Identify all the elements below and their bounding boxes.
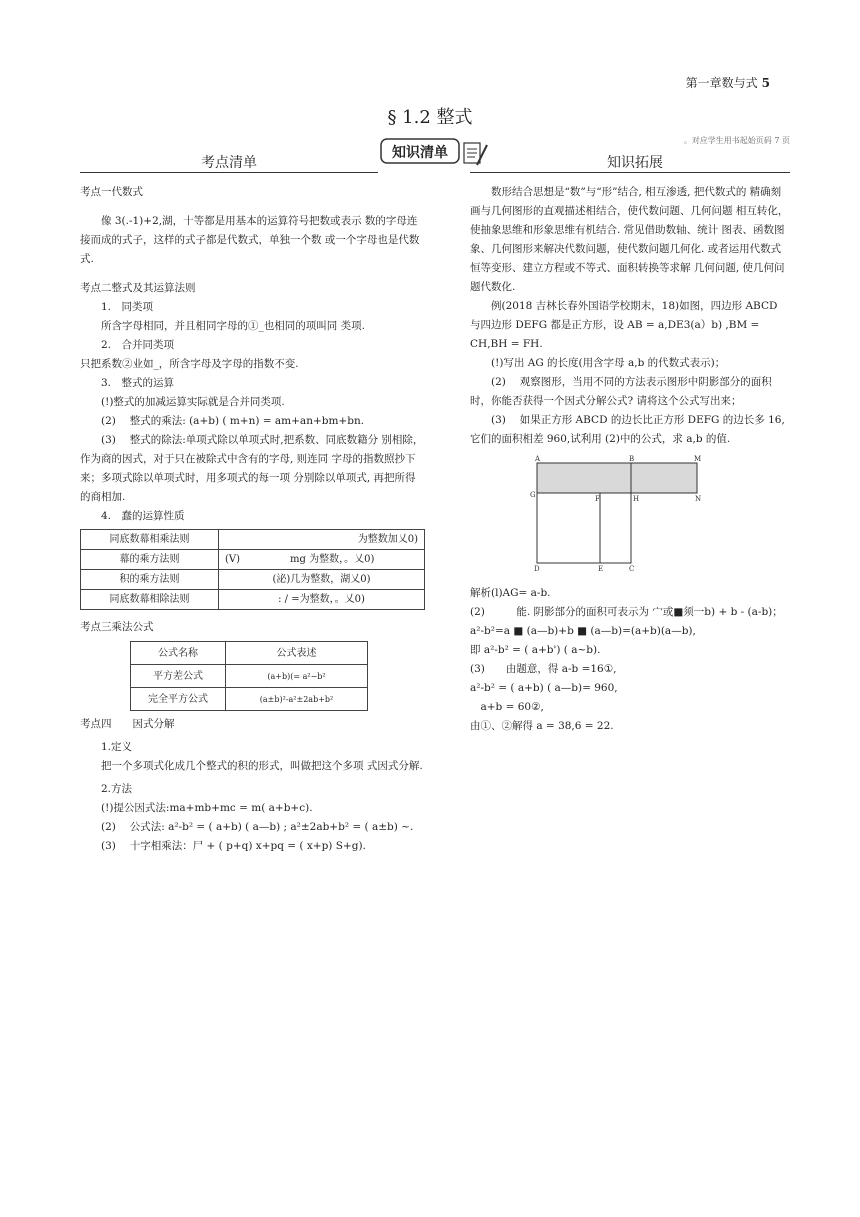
- solution-7: a+b = 60②,: [480, 701, 544, 713]
- k1-text: 像 3(.-1)+2,湖，十等都是用基本的运算符号把数或表示 数的字母连接而成的式子，这样的式子都是代数式，单独一个数 或一个字母也是代数式.: [80, 215, 420, 265]
- k4-2-c: (3) 十字相乘法：尸 + ( p+q) x+pq = ( x+p) S+g).: [101, 840, 366, 852]
- k2-1-title: 1. 同类项: [101, 301, 154, 313]
- chapter-label: 第一章数与式: [685, 76, 758, 90]
- k4-title: 考点四 因式分解: [80, 718, 175, 730]
- rule-text: 为整数加乂0): [219, 530, 425, 550]
- knowledge-list-badge: [380, 135, 490, 173]
- k2-3-a: (!)整式的加减运算实际就是合并同类项.: [101, 396, 285, 408]
- table-row: [81, 590, 425, 610]
- badge-graphic: [380, 135, 490, 173]
- page-number: 5: [761, 76, 770, 90]
- question-1: (!)写出 AG 的长度(用含字母 a,b 的代数式表示)；: [491, 357, 726, 369]
- intro-paragraph: 数形结合思想是“数”与“形”结合, 相互渗透, 把代数式的 精确刻画与几何图形的直观描述相结合，使代数问题、几何问题 相互转化，使抽象思维和形象思维有机结合. 常见借助数轴、统计 图表、函数图象、几何图形来解决代数问题，使代数问题几何化. 或者运用代数式恒等变形、建立方程或不等式、面积转换等求解 几何问题, 使几何问题代数化.: [470, 186, 789, 293]
- label-h: H: [633, 495, 640, 503]
- table-row: [81, 550, 425, 570]
- rule-name: 积的乘方法则: [81, 570, 219, 590]
- rule-name: 幕的乘方法则: [81, 550, 219, 570]
- running-header: [620, 74, 770, 91]
- label-a: A: [535, 455, 541, 463]
- formula-name: 平方差公式: [131, 665, 226, 688]
- label-m: M: [694, 455, 702, 463]
- k2-2-title: 2. 合并同类项: [101, 339, 175, 351]
- label-n: N: [695, 495, 702, 503]
- rule-name: 同底数幕相除法则: [81, 590, 219, 610]
- k2-2-text: 只把系数②业如_，所含字母及字母的指数不变.: [80, 358, 299, 370]
- table-row: [81, 530, 425, 550]
- page-reference-note: 。对应学生用书起始页码 7 页: [683, 136, 790, 145]
- k2-1-text: 所含字母相同，并且相同字母的①_也相同的项叫同 类项.: [101, 320, 365, 332]
- solution-5: (3) 由题意，得 a-b =16①,: [470, 663, 617, 675]
- k1-title: 考点一代数式: [80, 186, 143, 198]
- question-2: (2) 观察图形，当用不同的方法表示图形中阴影部分的面积 时，你能否获得一个因式分解公式? 请将这个公式写出来；: [470, 376, 772, 407]
- table-header-row: [131, 642, 368, 665]
- label-d: D: [534, 565, 540, 573]
- k2-3-b: (2) 整式的乘法: (a+b) ( m+n) = am+an+bm+bn.: [101, 415, 365, 427]
- squares-figure: [530, 453, 710, 573]
- label-f: F: [595, 495, 600, 503]
- section-title: § 1.2 整式: [387, 107, 473, 128]
- label-e: E: [598, 565, 604, 573]
- left-column-heading: 考点清单: [201, 155, 257, 171]
- right-column-heading: 知识拓展: [607, 155, 663, 171]
- formula-text: (a+b)(= a²−b²: [226, 665, 368, 688]
- solution-3: a²-b²=a ■ (a—b)+b ■ (a—b)=(a+b)(a—b),: [470, 625, 696, 637]
- rule-text: (V) mg 为整数，。乂0): [219, 550, 425, 570]
- left-column: [80, 183, 425, 856]
- k4-1-text: 把一个多项式化成几个整式的积的形式，叫做把这个多项 式因式分解.: [101, 760, 423, 772]
- rule-name: 同底数幕相乘法则: [81, 530, 219, 550]
- label-c: C: [629, 565, 635, 573]
- label-b: B: [629, 455, 635, 463]
- table-row: [131, 688, 368, 711]
- k4-2-a: (!)提公因式法:ma+mb+mc = m( a+b+c).: [101, 802, 313, 814]
- solution-6: a²-b² = ( a+b) ( a—b)= 960,: [470, 682, 618, 694]
- solution-4: 即 a²-b² = ( a+b') ( a~b).: [470, 644, 601, 656]
- formula-text: (a±b)²-a²±2ab+b²: [226, 688, 368, 711]
- k2-title: 考点二整式及其运算法则: [80, 282, 196, 294]
- k3-title: 考点三乘法公式: [80, 621, 154, 633]
- k2-3-title: 3. 整式的运算: [101, 377, 175, 389]
- k2-3-c: (3) 整式的除法:单项式除以单项式时,把系数、同底数籍分 别相除，作为商的因式，对于只在被除式中含有的字母, 则连同 字母的指数照抄下来；多项式除以单项式时，用多项式的每一项 分别除以单项式, 再把所得的商相加.: [80, 434, 424, 503]
- pencil-notebook-icon: [464, 143, 487, 165]
- k4-2-b: (2) 公式法: a²-b² = ( a+b) ( a—b) ; a²±2ab+b² = ( a±b) ~.: [101, 821, 414, 833]
- table-row: [81, 570, 425, 590]
- left-heading-rule: [80, 172, 378, 173]
- badge-label: 知识清单: [392, 145, 448, 161]
- solution-2: (2) 能. 阴影部分的面积可表示为 宀或■须一b) + b - (a-b)；: [470, 606, 783, 618]
- k4-2-title: 2.方法: [101, 783, 133, 795]
- k4-1-title: 1.定义: [101, 741, 133, 753]
- rule-text: (泌)几为整数，湖乂0): [219, 570, 425, 590]
- label-g: G: [530, 491, 536, 499]
- formula-table: [130, 641, 368, 711]
- solution-1: 解析(l)AG= a-b.: [470, 587, 551, 599]
- question-3: (3) 如果正方形 ABCD 的边长比正方形 DEFG 的边长多 16, 它们的面积相差 960,试利用 (2)中的公式，求 a,b 的值.: [470, 414, 785, 445]
- formula-name: 完全平方公式: [131, 688, 226, 711]
- example-statement: 例(2018 吉林长春外国语学校期末，18)如图，四边形 ABCD 与四边形 DEFG 都是正方形，设 AB = a,DE3(a）b) ,BM = CH,BH = FH.: [470, 300, 778, 350]
- col-header-name: 公式名称: [131, 642, 226, 665]
- solution-8: 由①、②解得 a = 38,6 = 22.: [470, 720, 614, 732]
- table-row: [131, 665, 368, 688]
- rule-text: : / =为整数，。乂0): [219, 590, 425, 610]
- k2-4-title: 4. 蠢的运算性质: [101, 510, 185, 522]
- right-column: [470, 183, 790, 736]
- col-header-formula: 公式表述: [226, 642, 368, 665]
- power-rules-table: [80, 529, 425, 610]
- shaded-region: [537, 463, 697, 493]
- right-heading-rule: [470, 172, 790, 173]
